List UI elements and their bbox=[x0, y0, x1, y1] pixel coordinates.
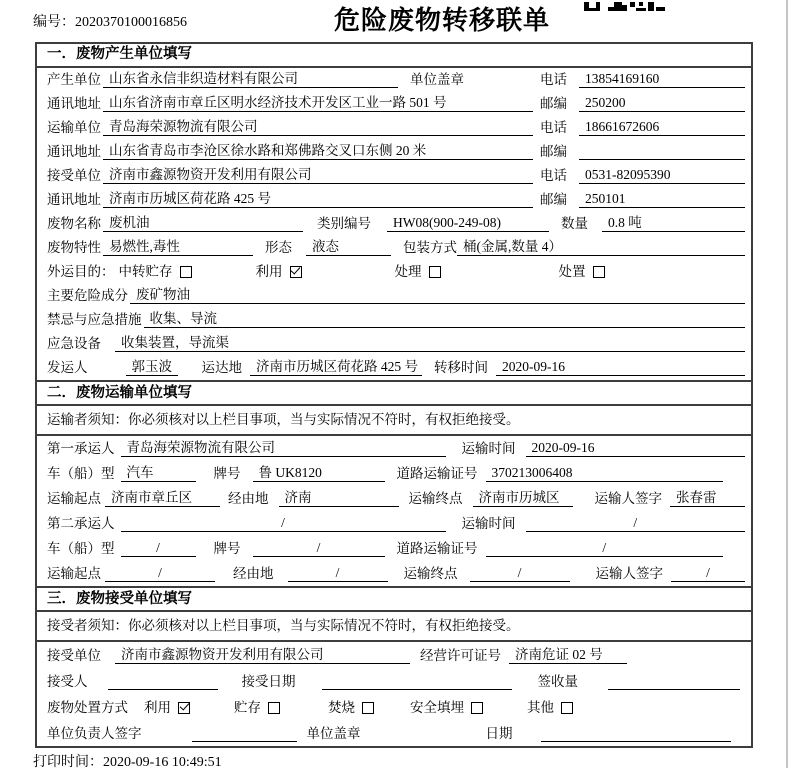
sign2-field: / bbox=[671, 564, 745, 582]
sign-label: 运输人签字 bbox=[594, 491, 662, 506]
transfer-time-field: 2020-09-16 bbox=[496, 358, 745, 376]
license-label: 经营许可证号 bbox=[420, 648, 501, 663]
origin1-field: 济南市章丘区 bbox=[105, 489, 220, 507]
vehicle-label: 车（船）型 bbox=[47, 466, 115, 481]
vehicle-label: 车（船）型 bbox=[47, 541, 115, 556]
carrier2-row bbox=[37, 511, 751, 536]
accept-date-label: 接受日期 bbox=[241, 674, 296, 689]
carrier1-field: 青岛海荣源物流有限公司 bbox=[121, 439, 446, 457]
section2-header: 二．废物运输单位填写 bbox=[37, 380, 751, 406]
page-edge-line bbox=[786, 0, 788, 768]
address-label: 通讯地址 bbox=[47, 144, 101, 159]
producer-postcode-field: 250200 bbox=[579, 94, 745, 112]
checkbox-other bbox=[561, 702, 573, 714]
origin-label: 运输起点 bbox=[47, 491, 101, 506]
vehicle2-field: / bbox=[121, 539, 196, 557]
checkbox-incinerate bbox=[362, 702, 374, 714]
road-permit-label: 道路运输证号 bbox=[396, 466, 478, 481]
receiver-field: 济南市鑫源物资开发利用有限公司 bbox=[103, 166, 533, 184]
end-label: 运输终点 bbox=[403, 566, 458, 581]
section1-header: 一．废物产生单位填写 bbox=[37, 44, 751, 68]
plate-label: 牌号 bbox=[213, 466, 241, 481]
character-field: 易燃性,毒性 bbox=[103, 238, 253, 256]
address-label: 通讯地址 bbox=[47, 96, 101, 111]
option-treat-label: 处理 bbox=[394, 264, 422, 279]
plate2-field: / bbox=[253, 539, 385, 557]
manifest-form bbox=[35, 42, 753, 748]
option-incinerate-label: 焚烧 bbox=[328, 700, 355, 715]
section3-header: 三．废物接受单位填写 bbox=[37, 586, 751, 612]
via-label: 经由地 bbox=[233, 566, 274, 581]
signature-row bbox=[37, 720, 751, 746]
equipment-label: 应急设备 bbox=[47, 336, 101, 351]
checkbox-dispose bbox=[593, 266, 605, 278]
accept-unit-label: 接受单位 bbox=[47, 648, 101, 663]
date-label: 日期 bbox=[485, 726, 513, 741]
option-landfill-label: 安全填埋 bbox=[410, 700, 464, 715]
carrier1-row bbox=[37, 436, 751, 461]
producer-phone-field: 13854169160 bbox=[579, 70, 745, 88]
via-label: 经由地 bbox=[228, 491, 269, 506]
producer-address-row bbox=[37, 92, 751, 116]
section3-notice: 接受者须知：你必须核对以上栏目事项，当与实际情况不符时，有权拒绝接受。 bbox=[37, 612, 751, 642]
option-transfer-storage-label: 中转贮存 bbox=[118, 264, 173, 279]
end2-field: / bbox=[470, 564, 570, 582]
receiver-label: 接受单位 bbox=[47, 168, 101, 183]
page-title: 危险废物转移联单 bbox=[334, 6, 551, 35]
end1-field: 济南市历城区 bbox=[473, 489, 573, 507]
transport-time-label: 运输时间 bbox=[461, 441, 516, 456]
accept-unit-field: 济南市鑫源物资开发利用有限公司 bbox=[115, 646, 410, 664]
transport-time2-field: / bbox=[526, 514, 746, 532]
origin2-field: / bbox=[105, 564, 215, 582]
equipment-row bbox=[37, 332, 751, 356]
form-field: 液态 bbox=[306, 238, 391, 256]
print-time-value: 2020-09-16 10:49:51 bbox=[103, 755, 222, 770]
shipper-label: 发运人 bbox=[47, 360, 88, 375]
receiver-row bbox=[37, 164, 751, 188]
transporter-label: 运输单位 bbox=[47, 120, 101, 135]
waste-name-label: 废物名称 bbox=[47, 216, 101, 231]
option-dispose-label: 处置 bbox=[558, 264, 586, 279]
producer-field: 山东省永信非织造材料有限公司 bbox=[103, 70, 398, 88]
transporter-address-field: 山东省青岛市李沧区徐水路和郑佛路交叉口东侧 20 米 bbox=[103, 142, 533, 160]
waste-name-row bbox=[37, 212, 751, 236]
hazard-label: 主要危险成分 bbox=[47, 288, 128, 303]
sign-label: 运输人签字 bbox=[595, 566, 663, 581]
character-label: 废物特性 bbox=[47, 240, 101, 255]
received-qty-field bbox=[608, 673, 740, 690]
origin-label: 运输起点 bbox=[47, 566, 101, 581]
purpose-label: 外运目的： bbox=[47, 264, 115, 279]
unit-seal-label: 单位盖章 bbox=[410, 72, 464, 87]
phone-label: 电话 bbox=[540, 72, 567, 87]
purpose-row bbox=[37, 260, 751, 284]
accept-person-label: 接受人 bbox=[47, 674, 88, 689]
hazard-row bbox=[37, 284, 751, 308]
carrier2-label: 第二承运人 bbox=[47, 516, 115, 531]
accept-unit-row bbox=[37, 642, 751, 668]
hazard-field: 废矿物油 bbox=[130, 286, 745, 304]
print-time-label: 打印时间： bbox=[33, 755, 103, 770]
form-label: 形态 bbox=[265, 240, 292, 255]
transporter-postcode-field bbox=[579, 143, 745, 160]
taboo-row bbox=[37, 308, 751, 332]
package-field: 桶(金属,数量 4） bbox=[457, 238, 745, 256]
qty-field: 0.8 吨 bbox=[602, 214, 745, 232]
vehicle2-row bbox=[37, 536, 751, 561]
qty-label: 数量 bbox=[561, 216, 588, 231]
producer-row bbox=[37, 68, 751, 92]
date-field bbox=[541, 725, 731, 742]
transporter-row bbox=[37, 116, 751, 140]
accept-date-field bbox=[322, 673, 512, 690]
checkbox-landfill bbox=[471, 702, 483, 714]
option-store-label: 贮存 bbox=[234, 700, 261, 715]
disposal-label: 废物处置方式 bbox=[47, 700, 128, 715]
shipper-field: 郭玉波 bbox=[126, 358, 178, 376]
option-other-label: 其他 bbox=[527, 700, 554, 715]
postcode-label: 邮编 bbox=[540, 192, 567, 207]
via1-field: 济南 bbox=[279, 489, 399, 507]
vehicle1-field: 汽车 bbox=[121, 464, 196, 482]
serial-label: 编号： bbox=[33, 15, 75, 30]
transfer-time-label: 转移时间 bbox=[434, 360, 488, 375]
plate-label: 牌号 bbox=[213, 541, 241, 556]
checkbox-utilize bbox=[178, 702, 190, 714]
taboo-field: 收集、导流 bbox=[144, 310, 746, 328]
section3-body bbox=[37, 642, 751, 746]
waste-character-row bbox=[37, 236, 751, 260]
road-permit1-field: 370213006408 bbox=[486, 464, 724, 482]
license-field: 济南危证 02 号 bbox=[509, 646, 627, 664]
waste-name-field: 废机油 bbox=[103, 214, 303, 232]
checkbox-store bbox=[268, 702, 280, 714]
producer-address-field: 山东省济南市章丘区明水经济技术开发区工业一路 501 号 bbox=[103, 94, 533, 112]
qr-code-fragment bbox=[584, 0, 666, 10]
section2-body bbox=[37, 436, 751, 586]
route1-row bbox=[37, 486, 751, 511]
unit-seal-label: 单位盖章 bbox=[306, 726, 361, 741]
transporter-address-row bbox=[37, 140, 751, 164]
sign1-field: 张春雷 bbox=[670, 489, 745, 507]
category-label: 类别编号 bbox=[317, 216, 371, 231]
receiver-address-field: 济南市历城区荷花路 425 号 bbox=[103, 190, 533, 208]
destination-label: 运达地 bbox=[201, 360, 242, 375]
plate1-field: 鲁 UK8120 bbox=[253, 464, 385, 482]
option-utilize-label: 利用 bbox=[144, 700, 171, 715]
producer-label: 产生单位 bbox=[47, 72, 101, 87]
checkbox-transfer-storage bbox=[180, 266, 192, 278]
phone-label: 电话 bbox=[540, 120, 567, 135]
transporter-field: 青岛海荣源物流有限公司 bbox=[103, 118, 533, 136]
road-permit2-field: / bbox=[486, 539, 724, 557]
receiver-address-row bbox=[37, 188, 751, 212]
section1-body bbox=[37, 68, 751, 380]
via2-field: / bbox=[288, 564, 388, 582]
section2-notice: 运输者须知：你必须核对以上栏目事项，当与实际情况不符时，有权拒绝接受。 bbox=[37, 406, 751, 436]
postcode-label: 邮编 bbox=[540, 96, 567, 111]
received-qty-label: 签收量 bbox=[537, 674, 578, 689]
serial-number bbox=[33, 11, 187, 31]
taboo-label: 禁忌与应急措施 bbox=[47, 312, 142, 327]
accept-person-row bbox=[37, 668, 751, 694]
checkbox-utilize bbox=[290, 266, 302, 278]
address-label: 通讯地址 bbox=[47, 192, 101, 207]
disposal-row bbox=[37, 694, 751, 720]
option-utilize-label: 利用 bbox=[255, 264, 283, 279]
vehicle1-row bbox=[37, 461, 751, 486]
receiver-postcode-field: 250101 bbox=[579, 190, 745, 208]
transporter-phone-field: 18661672606 bbox=[579, 118, 745, 136]
transport-time1-field: 2020-09-16 bbox=[526, 439, 746, 457]
head-sign-field bbox=[192, 725, 297, 742]
accept-person-field bbox=[108, 673, 218, 690]
package-label: 包装方式 bbox=[403, 240, 457, 255]
head-sign-label: 单位负责人签字 bbox=[47, 726, 142, 741]
postcode-label: 邮编 bbox=[540, 144, 567, 159]
road-permit-label: 道路运输证号 bbox=[396, 541, 478, 556]
destination-field: 济南市历城区荷花路 425 号 bbox=[250, 358, 422, 376]
transport-time-label: 运输时间 bbox=[461, 516, 516, 531]
serial-value: 2020370100016856 bbox=[75, 15, 187, 30]
category-field: HW08(900-249-08) bbox=[387, 214, 549, 232]
print-time bbox=[33, 751, 222, 771]
equipment-field: 收集装置，导流渠 bbox=[115, 334, 745, 352]
receiver-phone-field: 0531-82095390 bbox=[579, 166, 745, 184]
phone-label: 电话 bbox=[540, 168, 567, 183]
shipper-row bbox=[37, 356, 751, 380]
carrier2-field: / bbox=[121, 514, 446, 532]
end-label: 运输终点 bbox=[408, 491, 463, 506]
checkbox-treat bbox=[429, 266, 441, 278]
carrier1-label: 第一承运人 bbox=[47, 441, 115, 456]
route2-row bbox=[37, 561, 751, 586]
